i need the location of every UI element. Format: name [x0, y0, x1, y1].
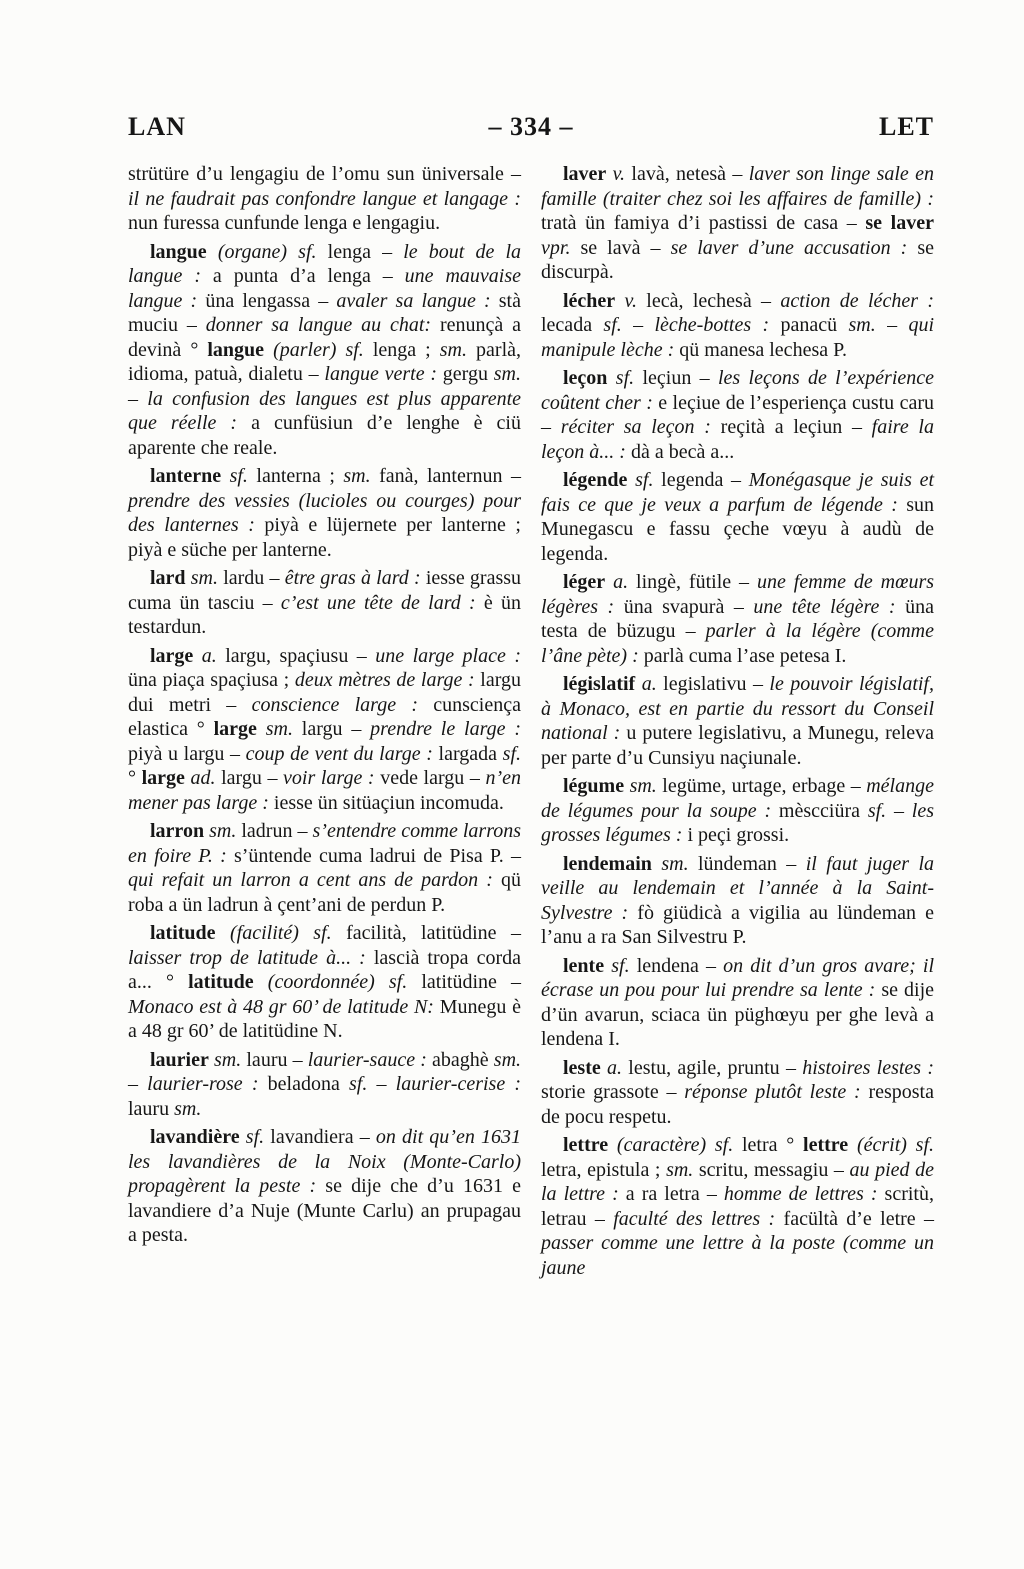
text-run: leste: [563, 1056, 601, 1079]
text-run: une mauvaise langue :: [128, 265, 521, 312]
text-run: lauru: [128, 1097, 175, 1120]
text-run: il faut juger la veille au lendemain et l’année à la Saint-Sylvestre :: [541, 852, 935, 924]
text-run: se laver: [865, 212, 934, 234]
text-run: –: [367, 1073, 396, 1095]
text-run: sf.: [229, 465, 248, 487]
text-run: üna testa de büzugu –: [541, 595, 934, 642]
text-run: laurier: [150, 1048, 209, 1071]
dictionary-entry: [541, 366, 934, 464]
text-run: léger: [563, 571, 606, 593]
text-run: [221, 465, 230, 487]
text-run: lardu –: [218, 567, 285, 589]
text-run: laver son linge sale en famille (traiter chez soi les affaires de famille) :: [541, 163, 935, 210]
text-run: [216, 922, 230, 944]
text-run: donner sa langue au chat:: [205, 314, 432, 336]
text-run: iesse grassu cuma ün tasciu –: [128, 567, 522, 614]
text-run: abaghè: [426, 1048, 494, 1071]
text-run: n’en mener pas large :: [128, 767, 522, 814]
text-run: e leçiue de l’esperiença custu caru –: [541, 391, 934, 438]
text-run: c’est une tête de lard :: [280, 591, 476, 614]
dictionary-entry: [128, 1125, 521, 1248]
text-run: sm.: [493, 1048, 522, 1071]
text-run: Monaco est à 48 gr 60’ de latitude N:: [128, 995, 434, 1018]
text-run: i peçi grossi.: [682, 824, 790, 846]
text-run: mèscciüra: [771, 799, 868, 822]
text-run: (écrit) sf.: [856, 1134, 935, 1156]
text-run: stà muciu –: [128, 289, 521, 336]
text-run: –: [886, 799, 912, 822]
text-run: lavà, netesà –: [625, 163, 749, 185]
text-run: sm.: [661, 852, 689, 875]
text-run: lard: [150, 567, 186, 589]
text-run: legislativu –: [656, 673, 770, 695]
text-run: [257, 718, 266, 740]
text-run: a.: [641, 673, 657, 695]
text-run: –: [875, 314, 909, 336]
text-run: parlà cuma l’ase petesa I.: [638, 644, 847, 667]
text-run: sm.: [265, 718, 293, 740]
text-run: vpr.: [541, 236, 571, 259]
text-run: üna piaça spaçiusa ;: [128, 669, 295, 691]
text-run: legenda –: [653, 469, 749, 491]
text-run: faire la leçon à... :: [541, 416, 934, 463]
text-run: üna lengassa –: [197, 289, 337, 312]
text-run: leçon: [563, 367, 608, 389]
text-run: une tête légère :: [753, 595, 896, 618]
text-run: dà a becà a...: [625, 440, 735, 463]
text-run: avaler sa langue :: [336, 289, 491, 312]
dictionary-entry: [541, 570, 934, 668]
text-run: sm.: [493, 363, 521, 385]
text-run: fanà, lanternun –: [370, 465, 521, 487]
text-run: [608, 1134, 617, 1156]
dictionary-entry: [541, 468, 934, 566]
text-run: large: [150, 644, 194, 667]
text-run: larron: [150, 820, 205, 842]
text-run: letra, epistula ;: [541, 1158, 667, 1181]
text-run: sf.: [502, 742, 522, 765]
text-run: nun furessa cunfunde lenga e lengagiu.: [128, 212, 441, 234]
text-run: cunsciença elastica °: [128, 693, 521, 740]
text-run: une large place :: [375, 644, 521, 667]
text-run: v.: [624, 289, 637, 312]
text-run: sm.: [848, 314, 876, 336]
text-run: lécher: [563, 289, 616, 312]
text-run: [652, 853, 661, 875]
text-run: lanterne: [150, 465, 222, 487]
text-run: lenga –: [316, 240, 404, 263]
text-run: on dit qu’en 1631 les lavandières de la Noix (Monte-Carlo) propagèrent la peste :: [128, 1126, 522, 1197]
text-run: qui refait un larron a cent ans de pardon :: [128, 869, 493, 891]
text-run: letra °: [733, 1134, 804, 1156]
text-run: piyà e lüjernete per lanterne ; piyà e süche per lanterne.: [128, 514, 521, 561]
running-head: [128, 112, 934, 142]
text-run: qü roba a ün ladrun à çent’ani de perdun P.: [128, 869, 522, 916]
text-run: sm.: [629, 775, 657, 797]
text-run: gergu: [437, 363, 494, 385]
text-run: lascià tropa corda a... °: [128, 946, 521, 993]
text-run: renunçà a devinà °: [128, 314, 521, 361]
text-run: a.: [613, 571, 629, 593]
text-run: prendre des vessies (lucioles ou courges) pour des lanternes :: [128, 489, 521, 536]
text-run: [254, 971, 268, 993]
text-run: largu –: [292, 718, 371, 740]
text-run: être gras à lard :: [284, 567, 421, 589]
text-run: [193, 645, 201, 667]
text-run: qü manesa lechesa P.: [674, 338, 848, 361]
text-run: –: [128, 1073, 148, 1095]
text-run: qui manipule lèche :: [541, 314, 934, 361]
text-run: (coordonnée) sf.: [267, 971, 408, 993]
text-run: laurier-cerise :: [395, 1073, 522, 1095]
text-run: lingè, fütile –: [628, 571, 757, 593]
text-run: les grosses légumes :: [541, 799, 934, 846]
text-run: è ün testardun.: [128, 591, 521, 638]
text-run: vede largu –: [374, 767, 486, 789]
dictionary-entry: [541, 672, 934, 770]
column-left: [128, 162, 521, 1284]
text-run: on dit d’un gros avare; il écrase un pou pour lui prendre sa lente :: [541, 954, 935, 1001]
text-run: lettre: [803, 1134, 849, 1156]
text-run: [607, 367, 615, 389]
text-run: lecada: [541, 314, 604, 336]
page-number: – 334 –: [488, 112, 574, 141]
text-run: facültà d’e letre –: [775, 1207, 935, 1230]
text-run: langue verte :: [324, 363, 438, 385]
text-run: passer comme une lettre à la poste (comme un jaune: [541, 1232, 934, 1279]
text-run: [605, 571, 613, 593]
text-run: large: [141, 767, 185, 789]
text-run: lavandiera –: [264, 1126, 376, 1148]
text-run: le pouvoir législatif, à Monaco, est en partie du ressort du Conseil national :: [541, 673, 934, 744]
text-run: faculté des lettres :: [613, 1207, 776, 1230]
text-run: lettre: [563, 1134, 609, 1156]
text-run: beladona: [258, 1073, 349, 1095]
text-run: laver: [563, 163, 607, 185]
text-run: laurier-rose :: [147, 1073, 259, 1095]
text-run: langue: [150, 240, 207, 263]
text-run: sf.: [245, 1126, 265, 1148]
text-run: latitüdine –: [407, 971, 522, 993]
text-run: lecà, lechesà –: [636, 289, 781, 312]
text-run: conscience large :: [251, 693, 418, 716]
text-run: latitude: [150, 922, 216, 944]
text-run: il ne faudrait pas confondre langue et langage :: [128, 187, 521, 210]
text-run: les leçons de l’expérience coûtent cher :: [541, 367, 935, 414]
text-run: s’entendre comme larrons en foire P. :: [128, 820, 522, 867]
text-run: le bout de la langue :: [128, 240, 521, 287]
text-run: prendre le large :: [370, 718, 522, 740]
text-run: se dije d’ün avarun, sciaca ün püghœyu per ghe levà a lendena I.: [541, 979, 934, 1050]
text-run: lestu, agile, pruntu –: [622, 1056, 803, 1079]
guide-word-right: LET: [878, 112, 935, 141]
text-run: lenga ;: [363, 338, 440, 361]
text-run: légume: [563, 775, 625, 797]
text-run: mélange de légumes pour la soupe :: [541, 775, 934, 822]
dictionary-entry: [128, 566, 521, 640]
text-run: sun Munegascu e fassu çeche vœyu à audù de legenda.: [541, 493, 934, 565]
text-run: sm.: [343, 465, 371, 487]
text-run: réponse plutôt leste :: [684, 1081, 861, 1103]
text-run: parlà, idioma, patuà, dialetu –: [128, 338, 521, 385]
text-run: largu, spaçiusu –: [216, 644, 376, 667]
text-run: [207, 241, 218, 263]
text-run: a.: [607, 1056, 623, 1079]
dictionary-entry: [541, 954, 934, 1052]
text-run: fò giüdicà a vigilia au lündeman e l’anu a ra San Silvestru P.: [541, 901, 934, 948]
text-run: coup de vent du large :: [245, 742, 433, 765]
text-run: v.: [612, 163, 626, 185]
text-run: a punta d’a lenga –: [201, 265, 405, 287]
text-run: s’üntende cuma ladrui de Pisa P. –: [226, 844, 521, 867]
dictionary-entry: [541, 289, 934, 363]
text-run: strütüre d’u lengagiu de l’omu sun üniversale –: [128, 163, 521, 185]
text-run: ad.: [190, 767, 216, 789]
text-run: –: [128, 387, 148, 410]
text-run: a.: [201, 644, 217, 667]
dictionary-entry: [541, 162, 934, 285]
text-run: parler à la légère (comme l’âne pète) :: [541, 620, 934, 667]
text-run: au pied de la lettre :: [541, 1158, 934, 1205]
text-run: sm.: [209, 820, 237, 842]
dictionary-entry: [541, 1056, 934, 1130]
text-run: se discurpà.: [541, 236, 934, 283]
text-run: lente: [563, 954, 605, 977]
text-run: latitude: [188, 971, 254, 993]
text-run: lèche-bottes :: [654, 314, 770, 336]
dictionary-entry: [128, 819, 521, 917]
text-run: (facilité) sf.: [230, 922, 332, 944]
text-run: sf.: [348, 1073, 368, 1095]
text-run: legüme, urtage, erbage –: [656, 775, 867, 797]
text-run: une femme de mœurs légères :: [541, 571, 935, 618]
text-run: sm.: [174, 1097, 202, 1120]
text-run: tratà ün famiya d’i pastissi de casa –: [541, 212, 866, 234]
text-run: (parler) sf.: [273, 338, 364, 361]
text-run: a ra letra –: [618, 1183, 724, 1205]
text-run: action de lécher :: [780, 289, 934, 312]
dictionary-entry: [128, 644, 521, 816]
text-run: [848, 1134, 857, 1156]
dictionary-entry: [128, 1048, 521, 1122]
text-run: largu –: [215, 767, 284, 789]
dictionary-entry: [128, 240, 521, 461]
text-run: scritu, messagiu –: [693, 1158, 850, 1181]
text-run: Monégasque je suis et fais ce que je veux a parfum de légende :: [541, 469, 935, 516]
text-run: large: [213, 718, 257, 740]
text-run: législatif: [563, 673, 636, 695]
text-run: sf.: [635, 469, 654, 491]
text-run: lündeman –: [688, 852, 806, 875]
text-run: lavandière: [150, 1126, 240, 1148]
text-run: deux mètres de large :: [294, 669, 475, 691]
text-run: sf.: [867, 799, 887, 822]
text-run: sf.: [603, 314, 622, 336]
text-run: homme de lettres :: [723, 1183, 878, 1205]
text-run: –: [621, 314, 655, 336]
text-run: se laver d’une accusation :: [670, 236, 908, 259]
text-run: se lavà –: [570, 236, 671, 259]
text-columns: [128, 162, 934, 1284]
text-run: se dije che d’u 1631 e lavandiere d’a Nuje (Munte Carlu) an prupagau a pesta.: [128, 1175, 521, 1246]
text-run: (caractère) sf.: [616, 1134, 734, 1156]
text-run: lauru –: [241, 1048, 308, 1071]
guide-word-left: LAN: [128, 112, 186, 141]
text-run: réciter sa leçon :: [560, 416, 711, 438]
text-run: °: [128, 767, 142, 789]
text-run: laisser trop de latitude à... :: [128, 946, 366, 969]
dictionary-entry: [128, 921, 521, 1044]
text-run: reçità a leçiun –: [710, 416, 872, 438]
column-right: [541, 162, 934, 1284]
text-run: lendemain: [563, 852, 652, 875]
text-run: histoires lestes :: [802, 1056, 934, 1079]
text-run: Munegu è a 48 gr 60’ de latitüdine N.: [128, 995, 521, 1042]
text-run: u putere legislativu, a Munegu, releva per parte d’u Cunsiyu naçiunale.: [541, 722, 934, 769]
text-run: sm.: [666, 1158, 694, 1181]
text-run: sf.: [615, 367, 635, 389]
text-run: lanterna ;: [247, 465, 344, 487]
text-run: langue: [207, 338, 265, 361]
text-run: [615, 290, 624, 312]
text-run: resposta de pocu respetu.: [541, 1081, 934, 1128]
text-run: üna svapurà –: [614, 595, 754, 618]
text-run: sf.: [611, 954, 630, 977]
text-run: lendena –: [629, 954, 724, 977]
text-run: largu dui metri –: [128, 669, 522, 716]
text-run: iesse ün sitüaçiun incomuda.: [268, 791, 504, 814]
text-run: storie grassote –: [541, 1081, 685, 1103]
text-run: sm.: [439, 338, 467, 361]
text-run: a cunfüsiun d’e lenghe è ciü aparente che reale.: [128, 412, 521, 459]
text-run: [264, 339, 273, 361]
text-run: leçiun –: [634, 367, 718, 389]
text-run: [627, 469, 635, 491]
text-run: laurier-sauce :: [307, 1048, 427, 1071]
text-run: scritù, letrau –: [541, 1183, 934, 1230]
text-run: ladrun –: [236, 820, 313, 842]
text-run: la confusion des langues est plus apparente que réelle :: [128, 387, 522, 434]
text-run: voir large :: [283, 767, 375, 789]
text-run: légende: [563, 469, 628, 491]
text-run: facilità, latitüdine –: [331, 922, 521, 944]
dictionary-entry: [128, 162, 521, 236]
text-run: panacü: [769, 314, 849, 336]
text-run: largada: [432, 742, 503, 765]
text-run: sm.: [214, 1048, 242, 1071]
dictionary-entry: [541, 774, 934, 848]
text-run: (organe) sf.: [217, 240, 317, 263]
dictionary-entry: [128, 464, 521, 562]
text-run: sm.: [190, 567, 218, 589]
dictionary-entry: [541, 852, 934, 950]
dictionary-entry: [541, 1133, 934, 1280]
text-run: piyà u largu –: [128, 742, 246, 765]
